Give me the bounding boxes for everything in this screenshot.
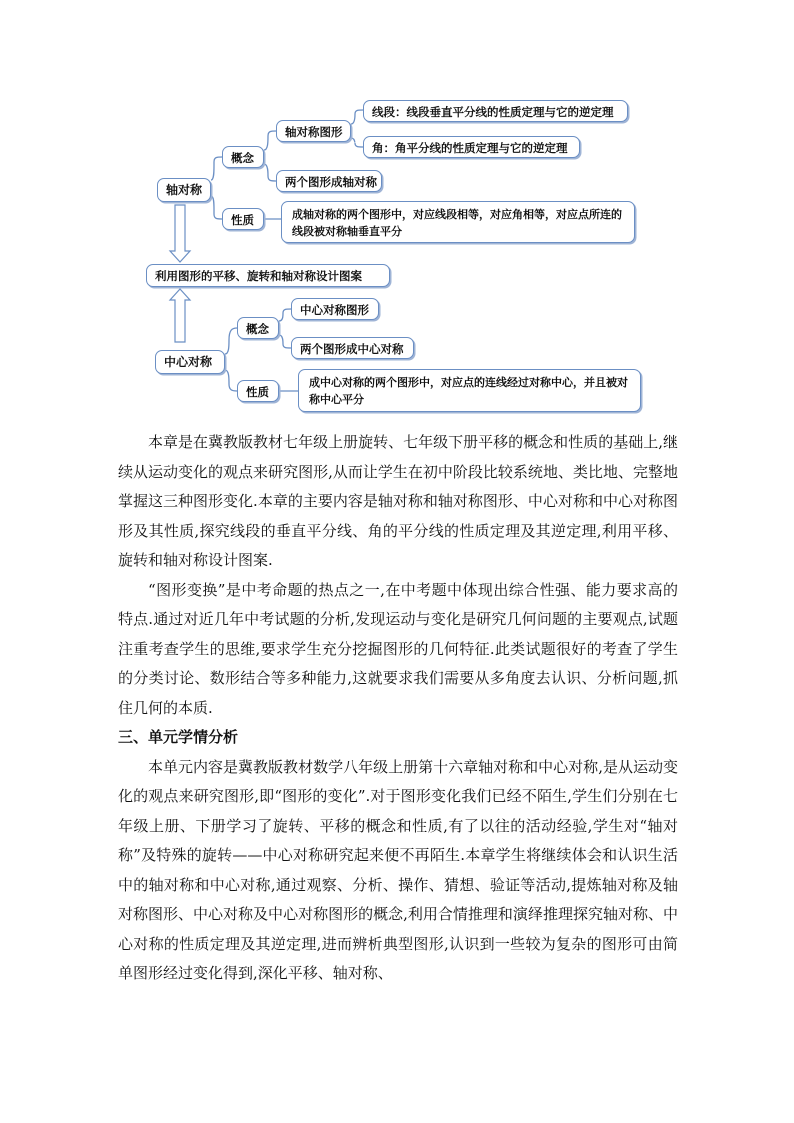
central-figure-node: 中心对称图形 xyxy=(291,298,379,320)
central-symmetry-node: 中心对称 xyxy=(155,350,225,374)
central-concept-node: 概念 xyxy=(237,317,279,339)
segment-theorem-node: 线段：线段垂直平分线的性质定理与它的逆定理 xyxy=(363,100,628,122)
paragraph-chapter-overview: 本章是在冀教版教材七年级上册旋转、七年级下册平移的概念和性质的基础上,继续从运动变化的观点来研究图形,从而让学生在初中阶段比较系统地、类比地、完整地掌握这三种图形变化.本章的主要内容是轴对称和轴对称图形、中心对称和中心对称图形及其性质,探究线段的垂直平分线、角的平分线的性质定理及其逆定理,利用平移、旋转和轴对称设计图案. xyxy=(118,433,678,569)
central-property-node: 性质 xyxy=(237,380,279,402)
design-patterns-node: 利用图形的平移、旋转和轴对称设计图案 xyxy=(146,264,390,287)
body-text xyxy=(118,428,678,989)
section-heading: 三、单元学情分析 xyxy=(118,728,239,746)
paragraph-student-analysis: 本单元内容是冀教版教材数学八年级上册第十六章轴对称和中心对称,是从运动变化的观点来研究图形,即“图形的变化”.对于图形变化我们已经不陌生,学生们分别在七年级上册、下册学习了旋转、平移的概念和性质,有了以往的活动经验,学生对“轴对称”及特殊的旋转——中心对称研究起来便不再陌生.本章学生将继续体会和认识生活中的轴对称和中心对称,通过观察、分析、操作、猜想、验证等活动,提炼轴对称及轴对称图形、中心对称及中心对称图形的概念,利用合情推理和演绎推理探究轴对称、中心对称的性质定理及其逆定理,进而辨析典型图形,认识到一些较为复杂的图形可由简单图形经过变化得到,深化平移、轴对称、 xyxy=(118,757,678,982)
central-property-text-node: 成中心对称的两个图形中，对应点的连线经过对称中心，并且被对称中心平分 xyxy=(298,369,641,412)
axial-property-node: 性质 xyxy=(222,208,264,230)
two-figures-axial-node: 两个图形成轴对称 xyxy=(276,170,382,192)
axial-property-text-node: 成轴对称的两个图形中，对应线段相等，对应角相等，对应点所连的线段被对称轴垂直平分 xyxy=(281,201,635,243)
axial-symmetry-node: 轴对称 xyxy=(157,178,211,202)
axial-figure-node: 轴对称图形 xyxy=(276,120,351,142)
angle-theorem-node: 角：角平分线的性质定理与它的逆定理 xyxy=(363,136,580,158)
paragraph-exam-analysis: “图形变换”是中考命题的热点之一,在中考题中体现出综合性强、能力要求高的特点.通过对近几年中考试题的分析,发现运动与变化是研究几何问题的主要观点,试题注重考查学生的思维,要求学生充分挖掘图形的几何特征.此类试题很好的考查了学生的分类讨论、数形结合等多种能力,这就要求我们需要从多角度去认识、分析问题,抓住几何的本质. xyxy=(118,580,678,717)
axial-concept-node: 概念 xyxy=(222,146,264,168)
two-figures-central-node: 两个图形成中心对称 xyxy=(291,337,414,359)
concept-map xyxy=(0,0,794,420)
